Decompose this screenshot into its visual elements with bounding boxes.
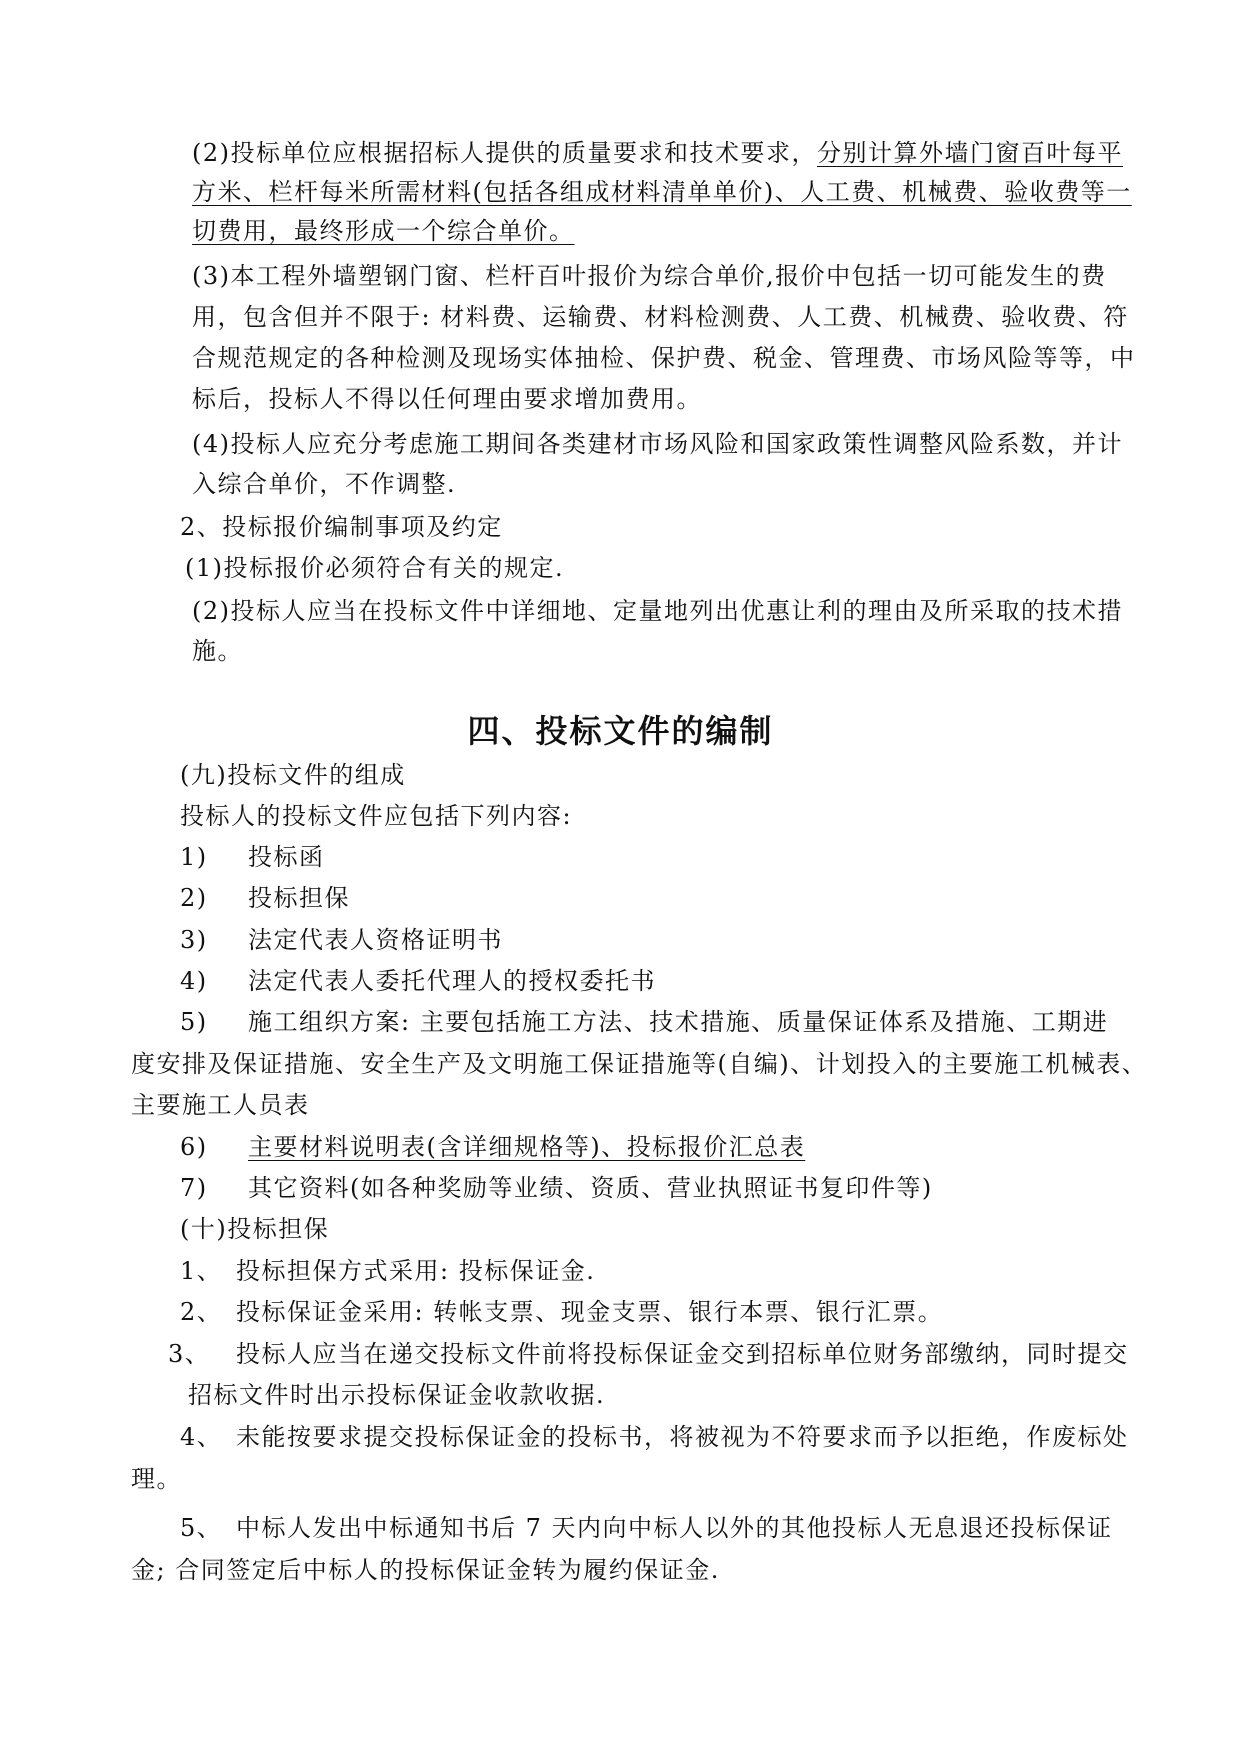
contents-item-5-line-2: 度安排及保证措施、安全生产及文明施工保证措施等(自编)、计划投入的主要施工机械表、 [131, 1050, 1148, 1078]
subsection-10-title: (十)投标担保 [180, 1215, 330, 1243]
paragraph-3-line-4: 标后，投标人不得以任何理由要求增加费用。 [192, 385, 702, 413]
contents-item-5: 5) 施工组织方案: 主要包括施工方法、技术措施、质量保证体系及措施、工期进 [180, 1008, 1109, 1036]
paragraph-2-line-1: (2)投标单位应根据招标人提供的质量要求和技术要求，分别计算外墙门窗百叶每平 [192, 139, 1123, 167]
contents-item-3: 3) 法定代表人资格证明书 [180, 926, 503, 954]
contents-item-2: 2) 投标担保 [180, 884, 350, 912]
guarantee-item-4-line-2: 理。 [131, 1465, 182, 1493]
paragraph-4-line-2: 入综合单价，不作调整. [192, 470, 457, 498]
section-heading: 四、投标文件的编制 [467, 712, 774, 750]
paragraph-2-line-2: 方米、栏杆每米所需材料(包括各组成材料清单单价)、人工费、机械费、验收费等一 [192, 178, 1132, 206]
paragraph-3-line-3: 合规范规定的各种检测及现场实体抽检、保护费、税金、管理费、市场风险等等，中 [192, 344, 1136, 372]
guarantee-item-5-line-2: 金; 合同签定后中标人的投标保证金转为履约保证金. [131, 1556, 720, 1584]
guarantee-item-2: 2、 投标保证金采用: 转帐支票、现金支票、银行本票、银行汇票。 [180, 1298, 944, 1326]
contents-item-6: 6) 主要材料说明表(含详细规格等)、投标报价汇总表 [180, 1133, 806, 1161]
guarantee-item-1: 1、 投标担保方式采用: 投标保证金. [180, 1257, 596, 1285]
paragraph-2-line-3: 切费用，最终形成一个综合单价。 [192, 217, 575, 245]
paragraph-3-line-2: 用，包含但并不限于: 材料费、运输费、材料检测费、人工费、机械费、验收费、符 [192, 303, 1129, 331]
item-2-title: 2、投标报价编制事项及约定 [180, 513, 503, 541]
item-2-paragraph-2-line-2: 施。 [192, 637, 243, 665]
contents-item-5-line-3: 主要施工人员表 [131, 1091, 310, 1119]
guarantee-item-3: 3、 投标人应当在递交投标文件前将投标保证金交到招标单位财务部缴纳，同时提交 [168, 1340, 1129, 1368]
contents-item-7: 7) 其它资料(如各种奖励等业绩、资质、营业执照证书复印件等) [180, 1174, 933, 1202]
item-2-paragraph-1: (1)投标报价必须符合有关的规定. [185, 554, 565, 582]
underlined-text: 分别计算外墙门窗百叶每平 [817, 139, 1123, 167]
contents-item-4: 4) 法定代表人委托代理人的授权委托书 [180, 967, 656, 995]
guarantee-item-3-line-2: 招标文件时出示投标保证金收款收据. [188, 1381, 606, 1409]
guarantee-item-5: 5、 中标人发出中标通知书后 7 天内向中标人以外的其他投标人无息退还投标保证 [180, 1514, 1113, 1542]
paragraph-3-line-1: (3)本工程外墙塑钢门窗、栏杆百叶报价为综合单价,报价中包括一切可能发生的费 [192, 262, 1107, 290]
subsection-9-title: (九)投标文件的组成 [180, 761, 406, 789]
contents-intro: 投标人的投标文件应包括下列内容: [180, 802, 573, 830]
paragraph-4-line-1: (4)投标人应充分考虑施工期间各类建材市场风险和国家政策性调整风险系数，并计 [192, 430, 1123, 458]
contents-item-1: 1) 投标函 [180, 843, 325, 871]
item-2-paragraph-2-line-1: (2)投标人应当在投标文件中详细地、定量地列出优惠让利的理由及所采取的技术措 [192, 597, 1123, 625]
guarantee-item-4: 4、 未能按要求提交投标保证金的投标书，将被视为不符要求而予以拒绝，作废标处 [180, 1423, 1129, 1451]
